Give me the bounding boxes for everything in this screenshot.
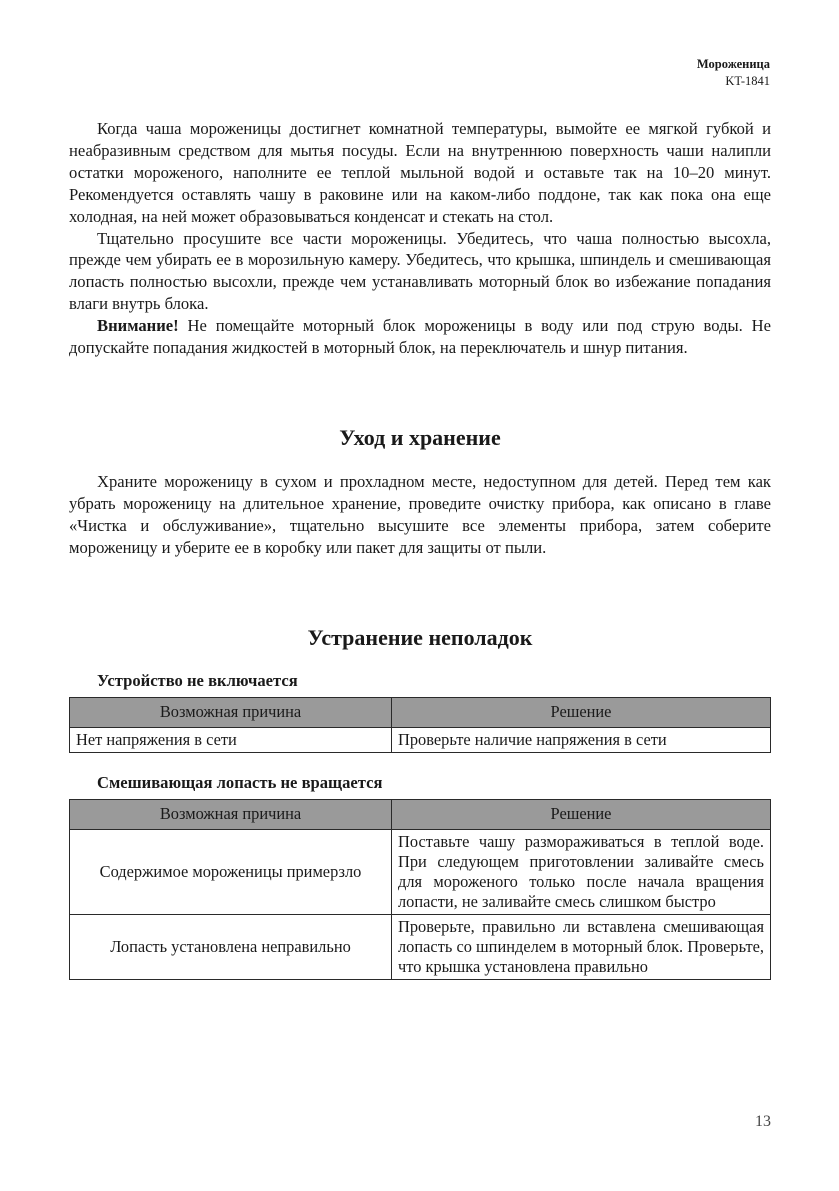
column-header-cause: Возможная причина	[70, 697, 392, 727]
table-header-row	[70, 697, 771, 727]
table-row	[70, 727, 771, 752]
cause-cell: Содержимое мороженицы примерзло	[70, 829, 392, 914]
table-row	[70, 829, 771, 914]
warning-label: Внимание!	[97, 316, 179, 336]
troubleshooting-section-title: Устранение неполадок	[307, 624, 533, 650]
solution-cell: Поставьте чашу размораживаться в теплой воде. При следующем приготовлении заливайте смесь для мороженого только после начала вращения лопасти, не заливайте смесь слишком быстро	[392, 829, 771, 914]
page-number: 13	[755, 1113, 771, 1130]
cleaning-paragraph-1: Когда чаша мороженицы достигнет комнатной температуры, вымойте ее мягкой губкой и неабразивным средством для мытья посуды. Если на внутреннюю поверхность чаши налипли остатки мороженого, наполните ее теплой мыльной водой и оставьте так на 10–20 минут. Рекомендуется оставлять чашу в раковине или на каком-либо поддоне, так как пока она еще холодная, на ней может образовываться конденсат и стекать на стол.	[69, 119, 771, 226]
cleaning-paragraph-2: Тщательно просушите все части мороженицы. Убедитесь, что чаша полностью высохла, прежде чем убирать ее в морозильную камеру. Убедитесь, что крышка, шпиндель и смешивающая лопасть полностью высохли, прежде чем устанавливать моторный блок во избежание попадания влаги внутрь блока.	[69, 228, 771, 314]
table-row	[70, 914, 771, 979]
problem-heading-paddle-not-rotating: Смешивающая лопасть не вращается	[97, 772, 383, 792]
troubleshooting-table-paddle	[69, 799, 771, 980]
table-header-row	[70, 799, 771, 829]
warning-text: Не помещайте моторный блок мороженицы в воду или под струю воды. Не допускайте попадания жидкостей в моторный блок, на переключатель и шнур питания.	[69, 316, 771, 358]
column-header-solution: Решение	[392, 799, 771, 829]
page-header	[697, 56, 770, 90]
cause-cell: Лопасть установлена неправильно	[70, 914, 392, 979]
page-content	[69, 118, 771, 980]
care-paragraph: Храните мороженицу в сухом и прохладном месте, недоступном для детей. Перед тем как убрать мороженицу на длительное хранение, проведите очистку прибора, как описано в главе «Чистка и обслуживание», тщательно высушите все элементы прибора, затем соберите мороженицу и уберите ее в коробку или пакет для защиты от пыли.	[69, 471, 771, 557]
troubleshooting-table-no-power	[69, 697, 771, 753]
model-number: KT-1841	[725, 74, 770, 88]
care-section-title: Уход и хранение	[339, 424, 501, 450]
solution-cell: Проверьте наличие напряжения в сети	[392, 727, 771, 752]
problem-heading-no-power: Устройство не включается	[97, 670, 298, 690]
warning-paragraph	[69, 315, 771, 359]
solution-cell: Проверьте, правильно ли вставлена смешивающая лопасть со шпинделем в моторный блок. Проверьте, что крышка установлена правильно	[392, 914, 771, 979]
cause-cell: Нет напряжения в сети	[70, 727, 392, 752]
product-name: Мороженица	[696, 57, 770, 71]
column-header-solution: Решение	[392, 697, 771, 727]
column-header-cause: Возможная причина	[70, 799, 392, 829]
